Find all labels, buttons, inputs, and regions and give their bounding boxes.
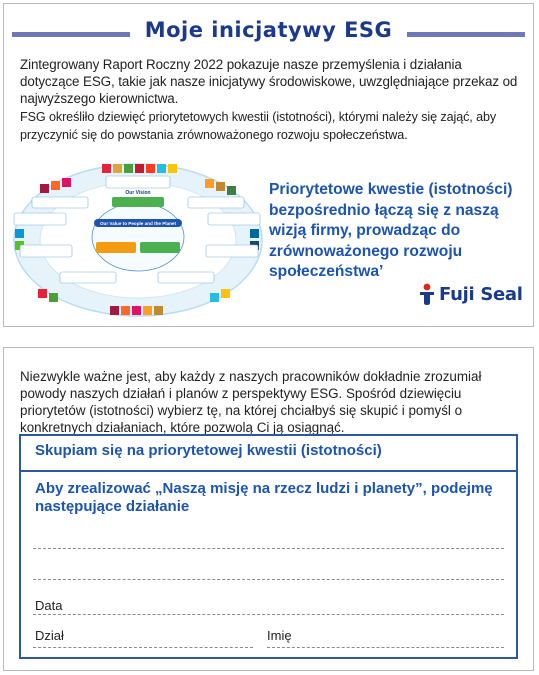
vision-diagram xyxy=(10,159,265,321)
action-line-2[interactable] xyxy=(33,579,504,580)
name-field[interactable] xyxy=(267,647,504,648)
title-row xyxy=(4,18,533,48)
name-label: Imię xyxy=(267,628,292,643)
title-bar-right xyxy=(407,32,525,37)
esg-info-card xyxy=(3,3,534,327)
form-divider xyxy=(21,470,516,472)
diagram-center-title: Our Vision xyxy=(125,190,151,196)
fuji-seal-logo xyxy=(418,283,523,305)
brand-name: Fuji Seal xyxy=(439,283,523,305)
core-right-box xyxy=(140,242,180,253)
focus-issue-label: Skupiam się na priorytetowej kwestii (istotności) xyxy=(35,442,382,459)
commitment-intro: Niezwykle ważne jest, aby każdy z naszych pracowników dokładnie zrozumiał powody naszych działań i planów z perspektywy ESG. Spośród dziewięciu priorytetów (istotności) wybierz tę, na której chciałbyś się skupić i pomyśl o konkretnych działaniach, które pozwolą Ci ją osiągnąć. xyxy=(20,369,482,435)
commitment-form xyxy=(19,434,518,659)
fuji-seal-icon xyxy=(418,283,436,305)
diagram-center-statement: Our Value to People and the Planet xyxy=(99,221,177,226)
materiality-paragraph: FSG określiło dziewięć priorytetowych kwestii (istotności), którymi należy się zająć, aby przyczynić się do powstania zrównoważonego rozwoju społeczeństwa. xyxy=(20,110,497,142)
department-label: Dział xyxy=(35,628,64,643)
date-label: Data xyxy=(35,598,63,613)
date-field[interactable] xyxy=(33,614,504,615)
department-field[interactable] xyxy=(33,647,253,648)
commitment-card xyxy=(3,347,534,671)
intro-paragraph: Zintegrowany Raport Roczny 2022 pokazuje nasze przemyślenia i działania dotyczące ESG, takie jak nasze inicjatywy środowiskowe, uwzględniające przekaz od najwyższego kierownictwa. xyxy=(20,57,518,106)
action-line-1[interactable] xyxy=(33,548,504,549)
action-label: Aby zrealizować „Naszą misję na rzecz ludzi i planety”, podejmę następujące działanie xyxy=(35,480,493,515)
priority-statement: Priorytetowe kwestie (istotności) bezpośrednio łączą się z naszą wizją firmy, prowadząc do zrównoważonego rozwoju społeczeństwa’ xyxy=(269,181,513,280)
page-title: Moje inicjatywy ESG xyxy=(144,18,393,42)
core-header xyxy=(112,197,164,207)
core-left-box xyxy=(96,242,136,253)
core-ellipse xyxy=(92,203,184,271)
